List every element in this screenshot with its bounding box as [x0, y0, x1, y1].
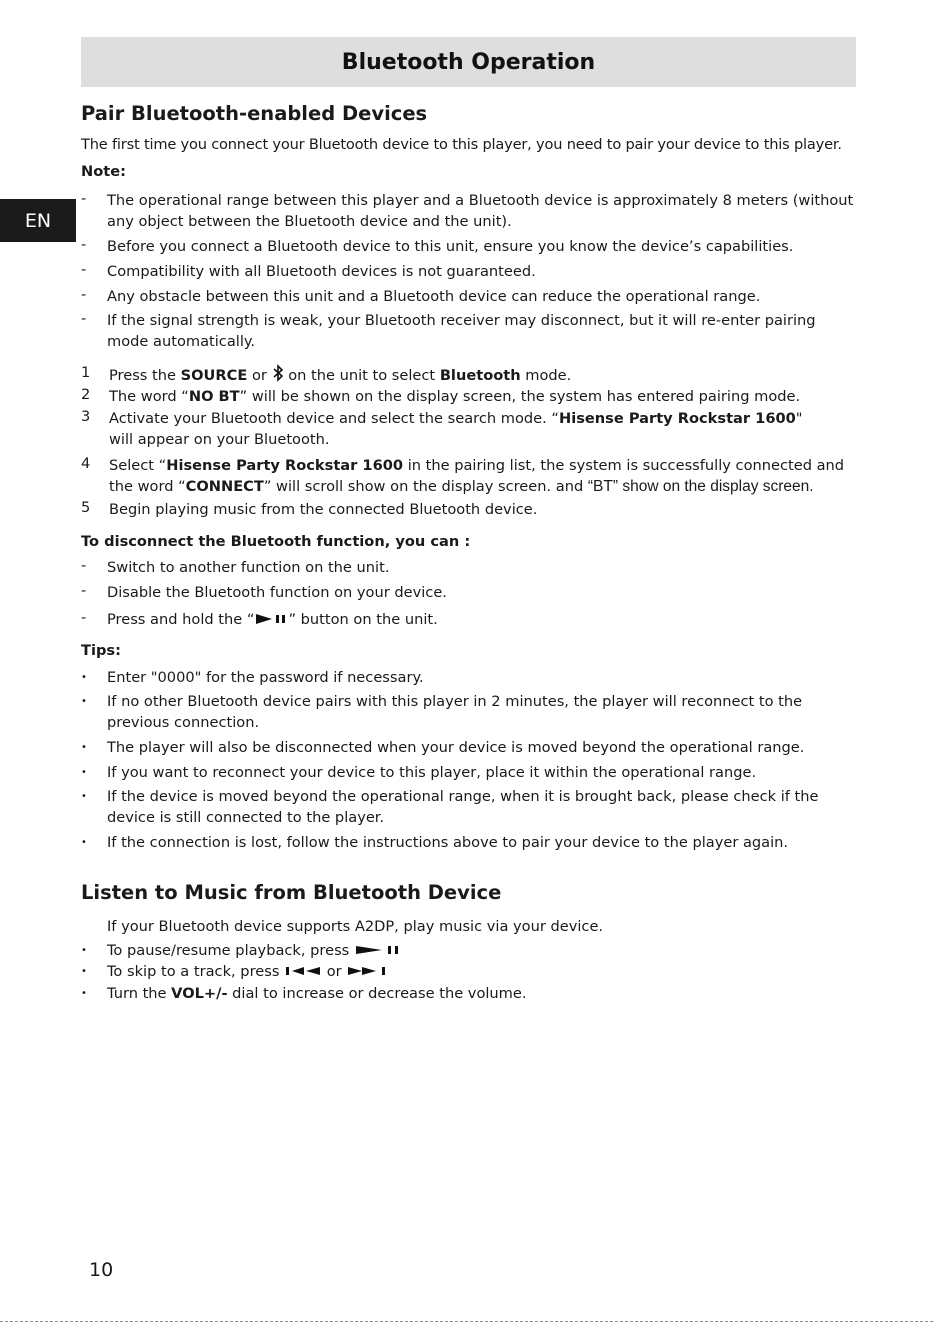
listen-intro: If your Bluetooth device supports A2DP, play music via your device.	[107, 918, 604, 935]
tips-label: Tips:	[81, 642, 121, 659]
page-number: 10	[89, 1259, 114, 1281]
note-label: Note:	[81, 163, 126, 180]
bluetooth-icon	[272, 364, 284, 388]
play-pause-icon	[254, 610, 288, 631]
next-track-icon	[346, 962, 388, 983]
language-label: EN	[24, 209, 52, 232]
play-pause-icon	[354, 941, 402, 962]
pair-heading: Pair Bluetooth-enabled Devices	[81, 102, 428, 125]
language-tab	[0, 199, 76, 242]
disconnect-heading: To disconnect the Bluetooth function, you can :	[81, 533, 471, 550]
previous-track-icon	[284, 962, 322, 983]
page-title: Bluetooth Operation	[341, 49, 596, 75]
title-banner	[81, 37, 856, 87]
pair-intro: The first time you connect your Bluetooth device to this player, you need to pair your device to this player.	[81, 136, 842, 153]
trim-line	[0, 1321, 933, 1322]
listen-heading: Listen to Music from Bluetooth Device	[81, 881, 502, 904]
